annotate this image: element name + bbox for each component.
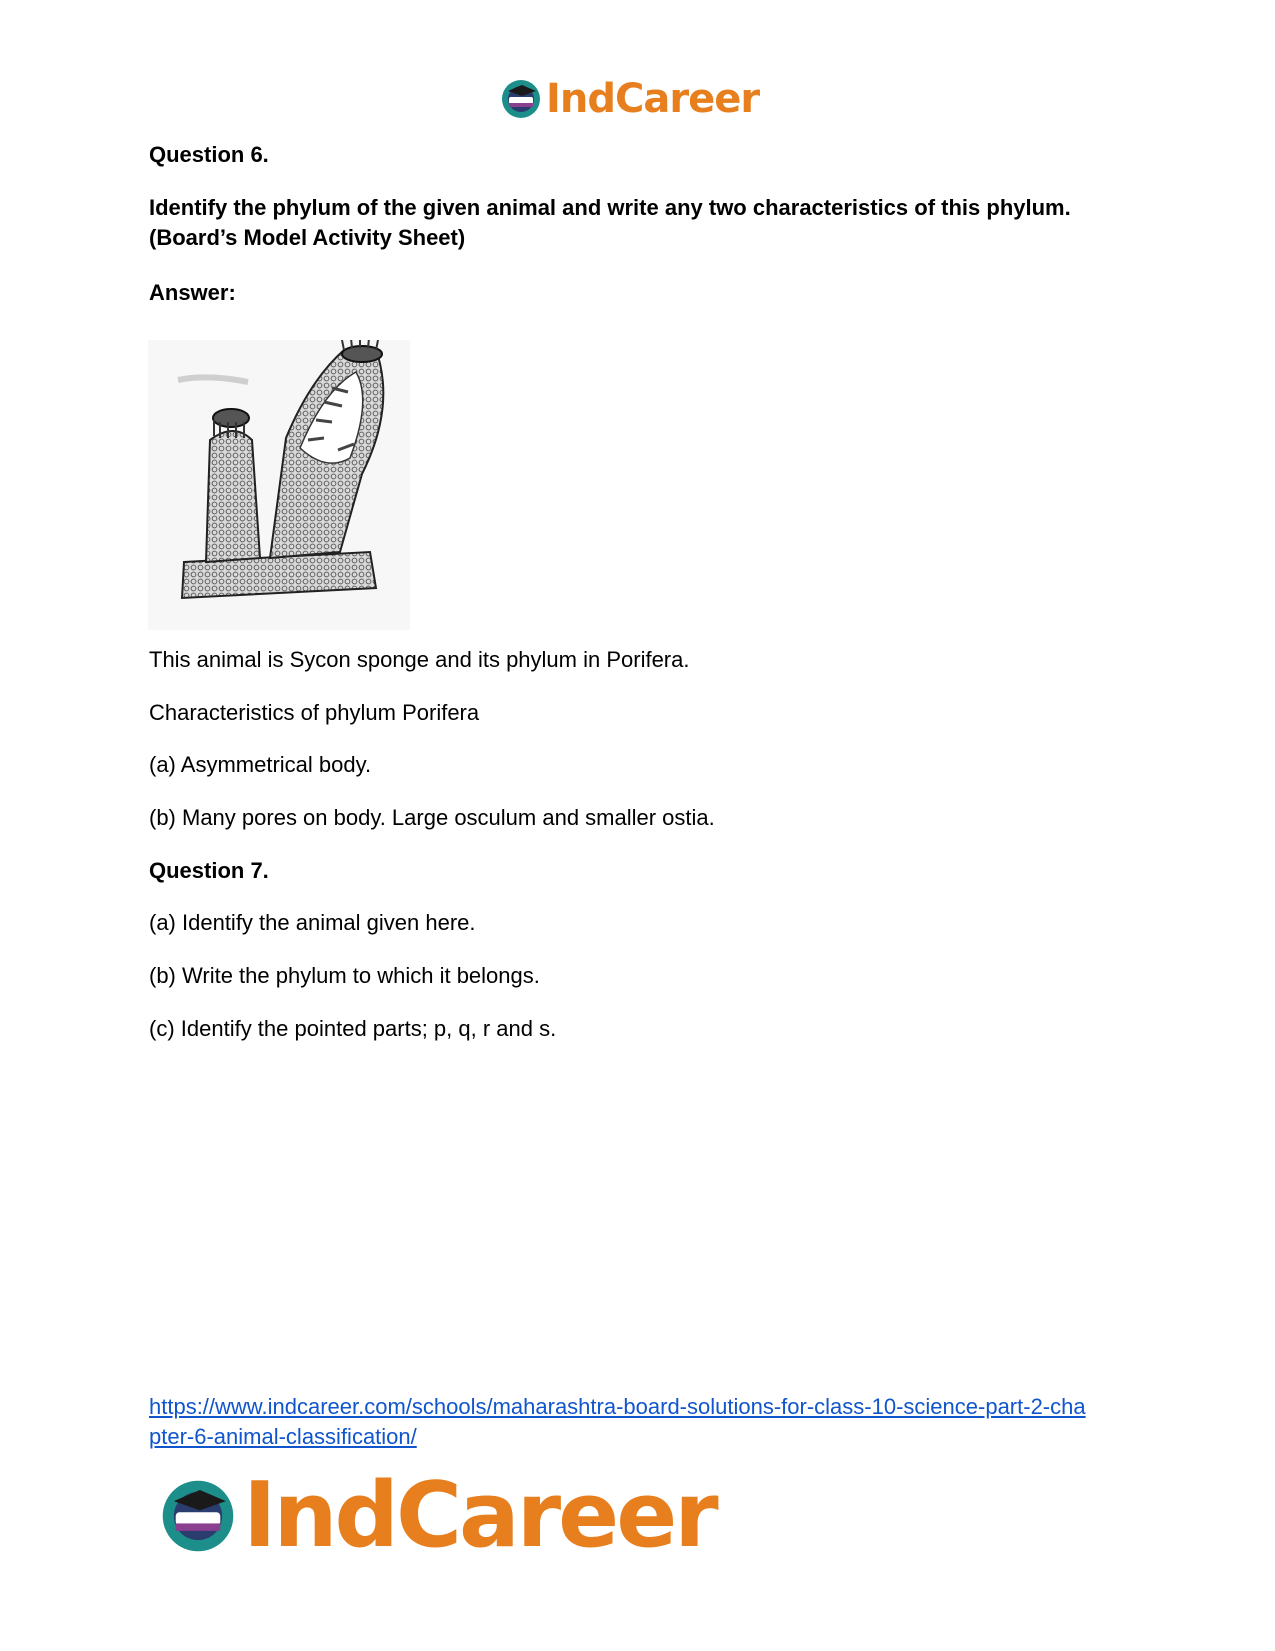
question-7-part-b: (b) Write the phylum to which it belongs. <box>149 963 540 988</box>
logo-wordmark: IndCareer <box>546 76 760 122</box>
question-6-prompt-line1: Identify the phylum of the given animal and write any two characteristics of this phylum. <box>149 195 1071 220</box>
question-6-prompt-line2: (Board’s Model Activity Sheet) <box>149 225 466 250</box>
graduation-globe-icon <box>500 78 542 120</box>
characteristic-b: (b) Many pores on body. Large osculum and smaller ostia. <box>149 805 715 830</box>
question-7-part-a: (a) Identify the animal given here. <box>149 910 476 935</box>
answer-line-1: This animal is Sycon sponge and its phylum in Porifera. <box>149 647 690 672</box>
characteristic-a: (a) Asymmetrical body. <box>149 752 372 777</box>
graduation-globe-icon <box>159 1477 237 1555</box>
answer-label: Answer: <box>149 280 236 305</box>
source-link-line2: pter-6-animal-classification/ <box>149 1424 417 1449</box>
header-logo <box>500 76 759 122</box>
question-7-heading: Question 7. <box>149 858 269 883</box>
logo-wordmark: IndCareer <box>243 1463 716 1568</box>
footer-logo <box>159 1463 716 1568</box>
answer-line-2: Characteristics of phylum Porifera <box>149 700 480 725</box>
sycon-sponge-illustration <box>148 340 410 630</box>
source-link-line1: https://www.indcareer.com/schools/maharashtra-board-solutions-for-class-10-science-part-2-cha <box>149 1394 1086 1419</box>
question-7-part-c: (c) Identify the pointed parts; p, q, r and s. <box>149 1016 557 1041</box>
question-6-heading: Question 6. <box>149 142 269 167</box>
source-link[interactable] <box>149 1392 1086 1452</box>
